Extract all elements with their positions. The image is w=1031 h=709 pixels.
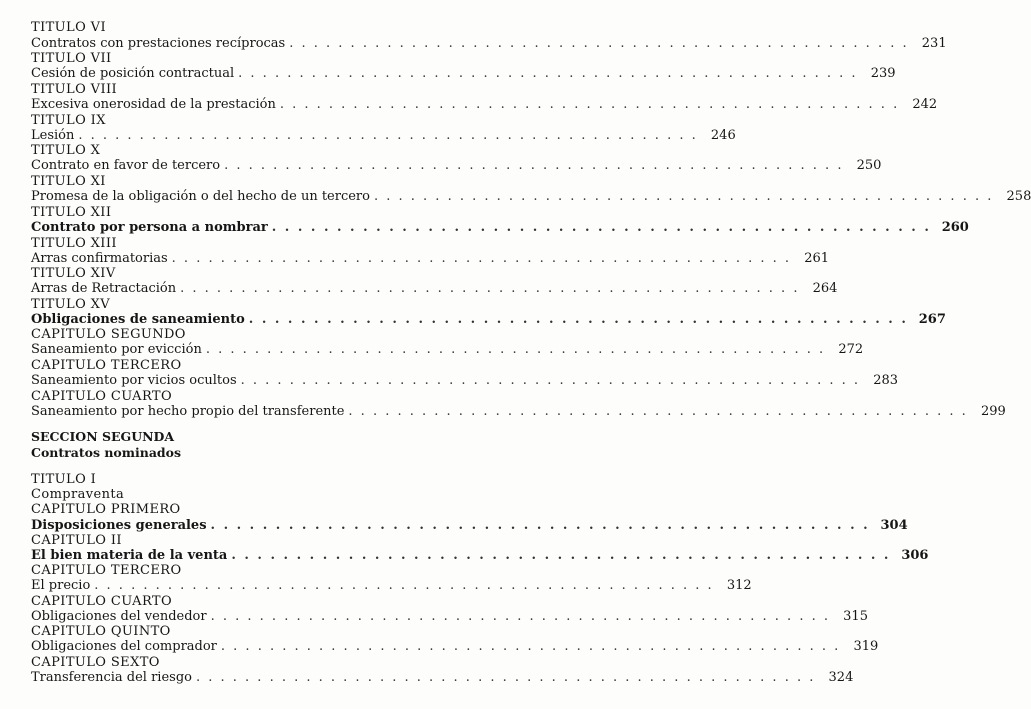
dot-leader: . . . . . . . . . . . . . . . . . . . . . . . . . . . . . . . . . . . . . . . . . . . . . . . . . . . [180, 281, 800, 296]
toc-entry [31, 281, 838, 297]
entry-title: Obligaciones del vendedor [31, 609, 207, 624]
entry-title: Promesa de la obligación o del hecho de un tercero [31, 189, 370, 204]
page-number: 239 [870, 66, 896, 81]
entry-title: Cesión de posición contractual [31, 66, 235, 81]
chapter-heading: CAPITULO PRIMERO [31, 502, 181, 517]
toc-entry [31, 312, 946, 328]
page-number: 283 [873, 373, 899, 388]
section-heading: Contratos nominados [31, 445, 182, 460]
page-number: 315 [843, 609, 868, 624]
entry-title: Saneamiento por hecho propio del transferente [31, 404, 345, 419]
chapter-heading: CAPITULO CUARTO [31, 389, 173, 404]
dot-leader: . . . . . . . . . . . . . . . . . . . . . . . . . . . . . . . . . . . . . . . . . . . . . . . . . . . [348, 404, 968, 419]
toc-entry [31, 342, 864, 358]
chapter-heading: CAPITULO TERCERO [31, 563, 182, 578]
dot-leader: . . . . . . . . . . . . . . . . . . . . . . . . . . . . . . . . . . . . . . . . . . . . . . . . . . . [240, 373, 861, 388]
entry-title: Saneamiento por evicción [31, 342, 202, 357]
page-number: 312 [726, 578, 752, 593]
chapter-heading: CAPITULO SEGUNDO [31, 327, 186, 342]
toc-entry [31, 128, 736, 144]
entry-title: Excesiva onerosidad de la prestación [31, 97, 276, 112]
chapter-heading: TITULO IX [31, 113, 106, 128]
chapter-heading: TITULO VII [31, 51, 112, 66]
page-number: 242 [912, 97, 938, 112]
dot-leader: . . . . . . . . . . . . . . . . . . . . . . . . . . . . . . . . . . . . . . . . . . . . . . . . . . . [94, 578, 714, 593]
entry-title: Arras confirmatorias [31, 251, 168, 266]
dot-leader: . . . . . . . . . . . . . . . . . . . . . . . . . . . . . . . . . . . . . . . . . . . . . . . . . . . [195, 670, 816, 685]
toc-entry [31, 97, 938, 113]
chapter-heading: TITULO VIII [31, 82, 118, 97]
page-number: 267 [918, 312, 946, 327]
toc-entry [31, 578, 752, 594]
chapter-heading: TITULO XV [31, 297, 111, 312]
dot-leader: . . . . . . . . . . . . . . . . . . . . . . . . . . . . . . . . . . . . . . . . . . . . . . . . . . . [271, 220, 931, 235]
dot-leader: . . . . . . . . . . . . . . . . . . . . . . . . . . . . . . . . . . . . . . . . . . . . . . . . . . . [171, 251, 792, 266]
chapter-heading: TITULO XIV [31, 266, 116, 281]
toc-entry [31, 373, 899, 389]
dot-leader: . . . . . . . . . . . . . . . . . . . . . . . . . . . . . . . . . . . . . . . . . . . . . . . . . . . [238, 66, 858, 81]
chapter-heading: Compraventa [31, 487, 125, 502]
entry-title: Disposiciones generales [31, 518, 207, 533]
chapter-heading: TITULO X [31, 143, 101, 158]
toc-entry [31, 158, 882, 174]
chapter-heading: CAPITULO II [31, 533, 122, 548]
entry-title: El precio [31, 578, 91, 593]
toc-entry [31, 670, 854, 686]
chapter-heading: CAPITULO TERCERO [31, 358, 182, 373]
dot-leader: . . . . . . . . . . . . . . . . . . . . . . . . . . . . . . . . . . . . . . . . . . . . . . . . . . . [78, 128, 698, 143]
chapter-heading: CAPITULO CUARTO [31, 594, 173, 609]
toc-entry [31, 189, 1031, 205]
toc-entry [31, 66, 896, 82]
section-heading: SECCION SEGUNDA [31, 429, 175, 444]
page-number: 304 [880, 518, 908, 533]
dot-leader: . . . . . . . . . . . . . . . . . . . . . . . . . . . . . . . . . . . . . . . . . . . . . . . . . . . [210, 518, 870, 533]
dot-leader: . . . . . . . . . . . . . . . . . . . . . . . . . . . . . . . . . . . . . . . . . . . . . . . . . . . [210, 609, 830, 624]
entry-title: Obligaciones de saneamiento [31, 312, 245, 327]
toc-entry [31, 548, 929, 564]
toc-entry [31, 518, 908, 534]
chapter-heading: CAPITULO SEXTO [31, 655, 160, 670]
dot-leader: . . . . . . . . . . . . . . . . . . . . . . . . . . . . . . . . . . . . . . . . . . . . . . . . . . . [248, 312, 908, 327]
entry-title: Contrato por persona a nombrar [31, 220, 268, 235]
dot-leader: . . . . . . . . . . . . . . . . . . . . . . . . . . . . . . . . . . . . . . . . . . . . . . . . . . . [220, 639, 841, 654]
entry-title: Saneamiento por vicios ocultos [31, 373, 237, 388]
chapter-heading: TITULO XII [31, 205, 112, 220]
chapter-heading: TITULO I [31, 472, 97, 487]
entry-title: El bien materia de la venta [31, 548, 228, 563]
toc-entry [31, 220, 969, 236]
page-number: 231 [921, 36, 947, 51]
entry-title: Obligaciones del comprador [31, 639, 217, 654]
chapter-heading: TITULO VI [31, 20, 106, 35]
toc-entry [31, 251, 830, 267]
chapter-heading: TITULO XI [31, 174, 106, 189]
toc-entry [31, 36, 947, 52]
page-number: 264 [812, 281, 838, 296]
page-number: 260 [941, 220, 969, 235]
dot-leader: . . . . . . . . . . . . . . . . . . . . . . . . . . . . . . . . . . . . . . . . . . . . . . . . . . . [289, 36, 909, 51]
page-number: 261 [804, 251, 830, 266]
toc-entry [31, 404, 1006, 420]
chapter-heading: CAPITULO QUINTO [31, 624, 171, 639]
entry-title: Contrato en favor de tercero [31, 158, 221, 173]
page-number: 272 [838, 342, 864, 357]
page-number: 319 [853, 639, 879, 654]
entry-title: Transferencia del riesgo [31, 670, 192, 685]
entry-title: Arras de Retractación [31, 281, 177, 296]
page-number: 258 [1006, 189, 1031, 204]
dot-leader: . . . . . . . . . . . . . . . . . . . . . . . . . . . . . . . . . . . . . . . . . . . . . . . . . . . [224, 158, 844, 173]
chapter-heading: TITULO XIII [31, 236, 117, 251]
page-number: 324 [828, 670, 854, 685]
dot-leader: . . . . . . . . . . . . . . . . . . . . . . . . . . . . . . . . . . . . . . . . . . . . . . . . . . . [279, 97, 900, 112]
toc-entry [31, 609, 868, 625]
entry-title: Lesión [31, 128, 75, 143]
dot-leader: . . . . . . . . . . . . . . . . . . . . . . . . . . . . . . . . . . . . . . . . . . . . . . . . . . . [231, 548, 891, 563]
dot-leader: . . . . . . . . . . . . . . . . . . . . . . . . . . . . . . . . . . . . . . . . . . . . . . . . . . . [373, 189, 994, 204]
page-number: 299 [980, 404, 1006, 419]
entry-title: Contratos con prestaciones recíprocas [31, 36, 286, 51]
dot-leader: . . . . . . . . . . . . . . . . . . . . . . . . . . . . . . . . . . . . . . . . . . . . . . . . . . . [205, 342, 826, 357]
page-number: 246 [710, 128, 736, 143]
page-number: 306 [901, 548, 929, 563]
toc-entry [31, 639, 879, 655]
page-number: 250 [856, 158, 882, 173]
